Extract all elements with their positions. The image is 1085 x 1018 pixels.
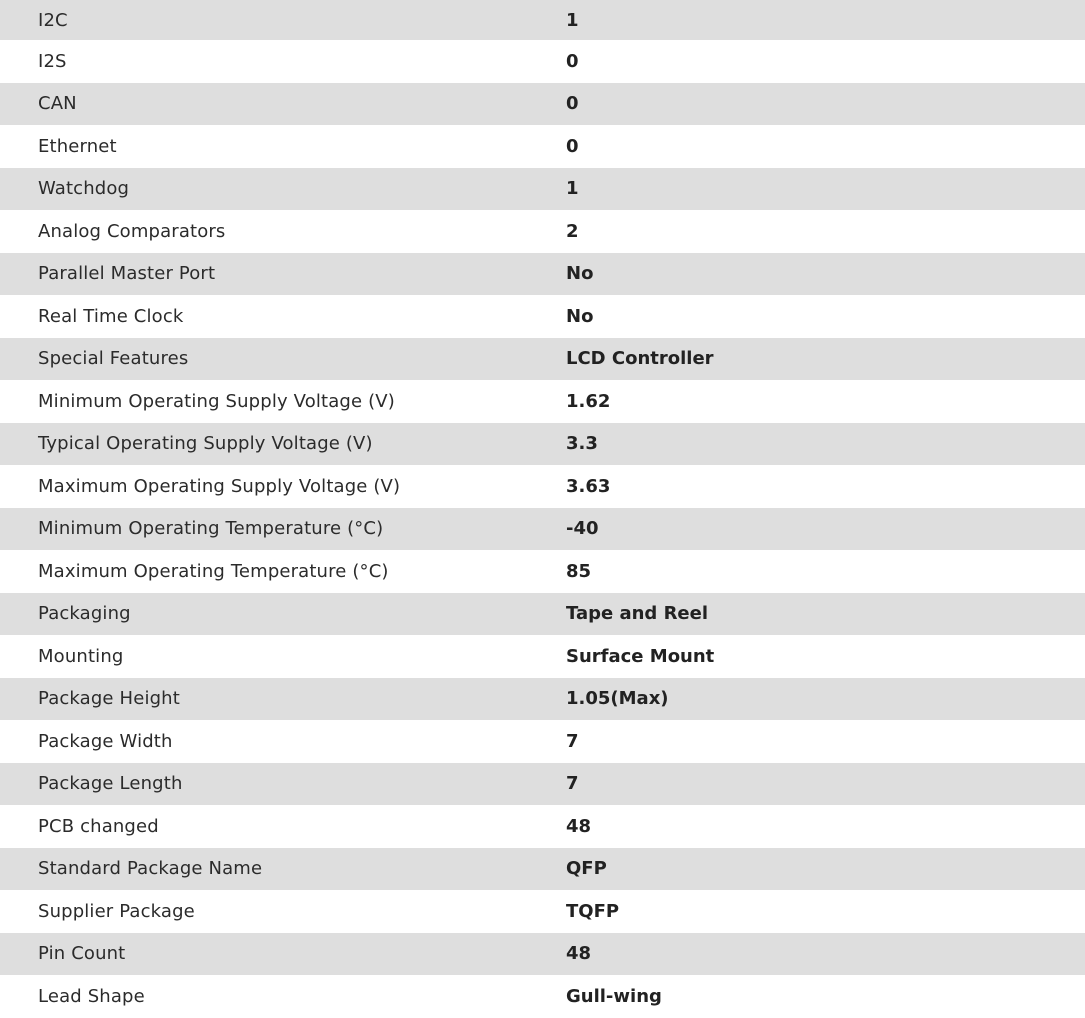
spec-value: 0 (566, 50, 579, 72)
spec-row-package-length (0, 763, 1085, 806)
spec-row-ethernet (0, 125, 1085, 168)
spec-value: 48 (566, 815, 592, 837)
spec-row-min-supply-voltage (0, 380, 1085, 423)
spec-label: Maximum Operating Temperature (°C) (38, 560, 389, 582)
spec-label: Pin Count (38, 943, 126, 965)
spec-label: Package Height (38, 688, 180, 710)
spec-row-pcb-changed (0, 805, 1085, 848)
spec-value: Gull-wing (566, 985, 662, 1007)
spec-label: Standard Package Name (38, 858, 263, 880)
spec-row-max-supply-voltage (0, 465, 1085, 508)
spec-value: 3.63 (566, 475, 611, 497)
spec-value: Tape and Reel (566, 603, 709, 625)
spec-label: Ethernet (38, 135, 117, 157)
spec-row-real-time-clock (0, 295, 1085, 338)
spec-value: 2 (566, 220, 579, 242)
spec-value: TQFP (566, 900, 620, 922)
spec-label: PCB changed (38, 815, 159, 837)
spec-row-lead-shape (0, 975, 1085, 1018)
spec-label: Typical Operating Supply Voltage (V) (38, 433, 373, 455)
spec-row-watchdog (0, 168, 1085, 211)
spec-value: 3.3 (566, 433, 598, 455)
spec-row-min-operating-temperature (0, 508, 1085, 551)
spec-row-i2s (0, 40, 1085, 83)
spec-label: Package Length (38, 773, 183, 795)
spec-value: 0 (566, 135, 579, 157)
spec-value: 1.62 (566, 390, 611, 412)
spec-value: -40 (566, 518, 599, 540)
spec-label: Parallel Master Port (38, 263, 216, 285)
spec-value: Surface Mount (566, 645, 715, 667)
spec-label: Supplier Package (38, 900, 195, 922)
spec-row-parallel-master-port (0, 253, 1085, 296)
spec-label: Package Width (38, 730, 173, 752)
spec-value: 85 (566, 560, 592, 582)
spec-label: Special Features (38, 348, 189, 370)
spec-value: 1.05(Max) (566, 688, 669, 710)
spec-row-package-width (0, 720, 1085, 763)
spec-row-mounting (0, 635, 1085, 678)
spec-label: Watchdog (38, 178, 130, 200)
spec-row-supplier-package (0, 890, 1085, 933)
spec-label: Mounting (38, 645, 124, 667)
spec-row-packaging (0, 593, 1085, 636)
spec-row-package-height (0, 678, 1085, 721)
spec-value: QFP (566, 858, 607, 880)
spec-value: No (566, 263, 594, 285)
spec-value: No (566, 305, 594, 327)
spec-value: 48 (566, 943, 592, 965)
spec-row-analog-comparators (0, 210, 1085, 253)
spec-value: 0 (566, 93, 579, 115)
spec-value: 1 (566, 9, 579, 31)
spec-row-can (0, 83, 1085, 126)
spec-row-i2c (0, 0, 1085, 40)
spec-label: I2S (38, 50, 67, 72)
spec-value: 1 (566, 178, 579, 200)
spec-row-special-features (0, 338, 1085, 381)
spec-row-max-operating-temperature (0, 550, 1085, 593)
spec-label: Real Time Clock (38, 305, 184, 327)
spec-label: CAN (38, 93, 77, 115)
spec-value: 7 (566, 730, 579, 752)
spec-label: Minimum Operating Supply Voltage (V) (38, 390, 395, 412)
spec-label: Packaging (38, 603, 131, 625)
spec-label: Maximum Operating Supply Voltage (V) (38, 475, 401, 497)
spec-row-standard-package-name (0, 848, 1085, 891)
spec-label: Lead Shape (38, 985, 145, 1007)
spec-label: Minimum Operating Temperature (°C) (38, 518, 384, 540)
spec-value: LCD Controller (566, 348, 714, 370)
spec-label: Analog Comparators (38, 220, 226, 242)
spec-label: I2C (38, 9, 68, 31)
spec-row-pin-count (0, 933, 1085, 976)
spec-value: 7 (566, 773, 579, 795)
spec-row-typical-supply-voltage (0, 423, 1085, 466)
